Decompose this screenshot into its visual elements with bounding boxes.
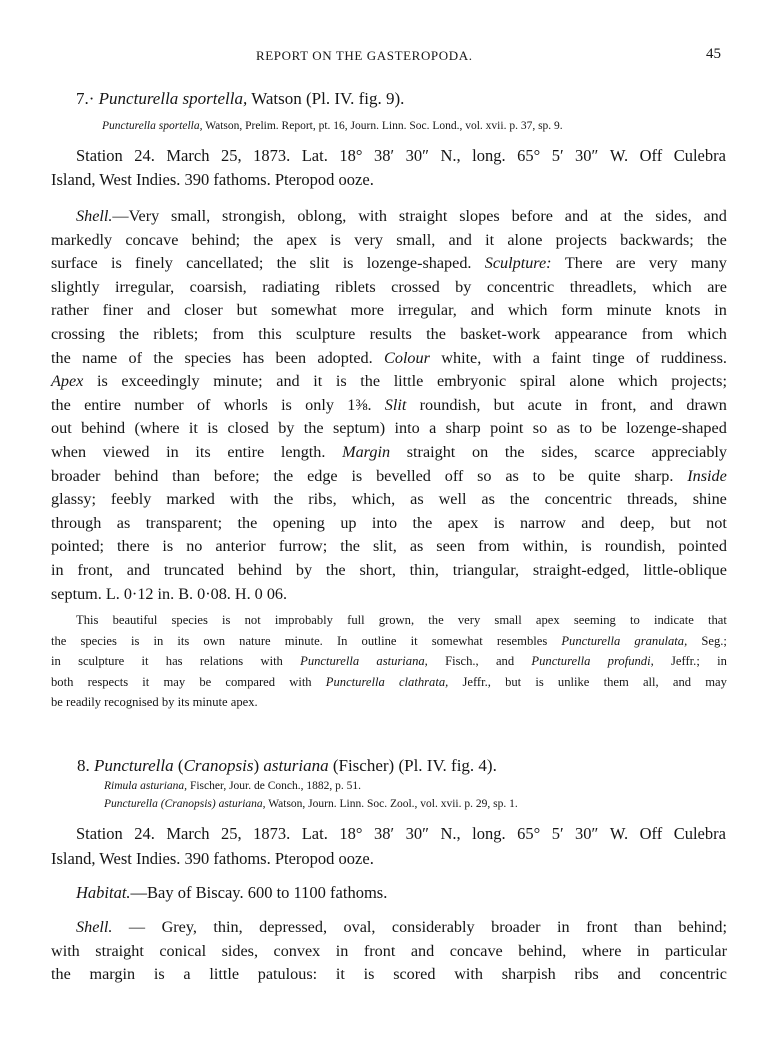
shell-7-line: the name of the species has been adopted. Colour white, with a faint tinge of ruddiness. bbox=[51, 348, 727, 367]
shell-8-line: the margin is a little patulous: it is scored with sharpish ribs and concentric bbox=[51, 965, 727, 984]
station-8-line-1: Station 24. March 25, 1873. Lat. 18° 38′ 30″ N., long. 65° 5′ 30″ W. Off Culebra bbox=[76, 824, 726, 843]
reference-8-line: Rimula asturiana, Fischer, Jour. de Conch., 1882, p. 51. bbox=[104, 780, 362, 792]
species-7-reference bbox=[102, 121, 563, 133]
shell-7-line: out behind (where it is closed by the septum) into a sharp point so as to be lozenge-shaped bbox=[51, 419, 727, 438]
reference-8-line: Puncturella (Cranopsis) asturiana, Watson, Journ. Linn. Soc. Zool., vol. xvii. p. 29, sp. 1. bbox=[104, 798, 518, 810]
note-7-line: the species is in its own nature minute. In outline it somewhat resembles Puncturella granulata, Seg.; bbox=[51, 633, 727, 648]
note-7-line: This beautiful species is not improbably full grown, the very small apex seeming to indicate that bbox=[76, 613, 727, 627]
shell-7-line: Shell.—Very small, strongish, oblong, with straight slopes before and at the sides, and bbox=[76, 207, 727, 225]
shell-8-line: with straight conical sides, convex in front and concave behind, where in particular bbox=[51, 941, 727, 960]
shell-7-line: pointed; there is no anterior furrow; the slit, as seen from within, is roundish, pointed bbox=[51, 537, 727, 556]
shell-7-line: broader behind than before; the edge is bevelled off so as to be quite sharp. Inside bbox=[51, 466, 727, 485]
species-8-authority: (Fischer) (Pl. IV. fig. 4). bbox=[332, 756, 497, 775]
species-7-authority: Watson (Pl. IV. fig. 9). bbox=[251, 89, 405, 108]
shell-7-line: surface is finely cancellated; the slit is lozenge-shaped. Sculpture: There are very many bbox=[51, 254, 727, 273]
species-7-title bbox=[76, 90, 404, 107]
note-7-line: both respects it may be compared with Puncturella clathrata, Jeffr., but is unlike them all, and may bbox=[51, 674, 727, 689]
shell-7-line: through as transparent; the opening up into the apex is narrow and deep, but not bbox=[51, 513, 727, 532]
species-7-number: 7.· bbox=[76, 89, 95, 108]
shell-7-line: when viewed in its entire length. Margin straight on the sides, scarce appreciably bbox=[51, 443, 727, 461]
note-7-line: in sculpture it has relations with Puncturella asturiana, Fisch., and Puncturella profundi, Jeffr.; in bbox=[51, 654, 727, 669]
species-8-species: asturiana bbox=[263, 756, 329, 775]
note-7-line: be readily recognised by its minute apex. bbox=[51, 695, 258, 710]
shell-7-line: the entire number of whorls is only 1⅜. Slit roundish, but acute in front, and drawn bbox=[51, 395, 727, 414]
station-8-line-2: Island, West Indies. 390 fathoms. Pteropod ooze. bbox=[51, 849, 374, 868]
shell-7-line: septum. L. 0·12 in. B. 0·08. H. 0 06. bbox=[51, 584, 288, 603]
species-8-number: 8. bbox=[77, 756, 90, 775]
shell-7-line: slightly irregular, coarsish, radiating riblets crossed by concentric threadlets, which are bbox=[51, 277, 727, 296]
station-7-line-2: Island, West Indies. 390 fathoms. Pteropod ooze. bbox=[51, 170, 374, 189]
station-7-line-1: Station 24. March 25, 1873. Lat. 18° 38′ 30″ N., long. 65° 5′ 30″ W. Off Culebra bbox=[76, 146, 726, 165]
habitat-line bbox=[76, 885, 387, 902]
paren-open: ( bbox=[177, 756, 184, 775]
page-number: 45 bbox=[706, 46, 721, 62]
reference-text: Watson, Prelim. Report, pt. 16, Journ. Linn. Soc. Lond., vol. xvii. p. 37, sp. 9. bbox=[205, 120, 563, 132]
habitat-text: —Bay of Biscay. 600 to 1100 fathoms. bbox=[130, 883, 388, 902]
paren-close: ) bbox=[253, 756, 260, 775]
shell-7-line: crossing the riblets; from this sculpture results the basket-work appearance from which bbox=[51, 325, 727, 343]
shell-7-line: glassy; feebly marked with the ribs, which, as well as the concentric threads, shine bbox=[51, 490, 727, 509]
habitat-label: Habitat. bbox=[76, 883, 131, 902]
shell-7-line: rather finer and closer but somewhat more irregular, and which form minute knots in bbox=[51, 301, 727, 320]
shell-7-line: Apex is exceedingly minute; and it is the little embryonic spiral alone which projects; bbox=[51, 372, 727, 391]
shell-8-line: Shell. — Grey, thin, depressed, oval, considerably broader in front than behind; bbox=[76, 918, 727, 936]
species-8-genus: Puncturella bbox=[94, 756, 174, 775]
shell-7-line: in front, and truncated behind by the short, thin, triangular, straight-edged, little-oblique bbox=[51, 561, 727, 579]
species-7-name: Puncturella sportella, bbox=[98, 89, 248, 108]
shell-7-line: markedly concave behind; the apex is very small, and it alone projects backwards; the bbox=[51, 230, 727, 249]
reference-name: Puncturella sportella, bbox=[102, 120, 203, 132]
species-8-subgenus: Cranopsis bbox=[183, 756, 254, 775]
species-8-title bbox=[77, 757, 497, 774]
running-header: REPORT ON THE GASTEROPODA. bbox=[256, 48, 473, 63]
